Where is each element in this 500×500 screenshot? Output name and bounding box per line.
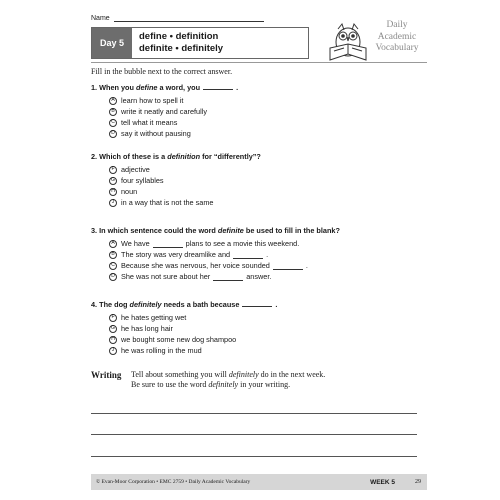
day-label: Day 5 <box>92 28 132 58</box>
answer-blank <box>203 82 233 90</box>
answer-bubble[interactable]: A <box>109 97 117 105</box>
choice-h[interactable]: H we bought some new dog shampoo <box>109 334 427 345</box>
choice-a[interactable]: A We have plans to see a movie this weekend. <box>109 238 427 249</box>
instructions: Fill in the bubble next to the correct answer. <box>91 67 233 76</box>
choice-b[interactable]: B write it neatly and carefully <box>109 106 427 117</box>
header-divider <box>91 62 427 63</box>
brand-line-1: Daily <box>386 20 408 30</box>
page-number: 29 <box>415 479 421 485</box>
choice-c[interactable]: C Because she was nervous, her voice sounded . <box>109 260 427 271</box>
answer-bubble[interactable]: J <box>109 199 117 207</box>
choice-j[interactable]: J he was rolling in the mud <box>109 345 427 356</box>
answer-bubble[interactable]: H <box>109 336 117 344</box>
brand-line-2: Academic <box>377 31 417 42</box>
brand-logo-text <box>367 20 427 55</box>
question-stem: 1. When you define a word, you . <box>91 83 239 92</box>
answer-bubble[interactable]: F <box>109 166 117 174</box>
answer-bubble[interactable]: D <box>109 273 117 281</box>
worksheet-page <box>79 6 429 492</box>
title-box <box>91 27 309 59</box>
name-input-line[interactable] <box>114 14 264 22</box>
writing-line[interactable] <box>91 434 417 435</box>
name-label: Name <box>91 15 110 22</box>
choice-g[interactable]: G he has long hair <box>109 323 427 334</box>
sentence-blank <box>153 240 183 248</box>
answer-bubble[interactable]: B <box>109 108 117 116</box>
title-line-1: define • definition <box>139 31 219 42</box>
sentence-blank <box>233 251 263 259</box>
choice-h[interactable]: H noun <box>109 186 427 197</box>
name-row <box>91 14 264 22</box>
choice-c[interactable]: C tell what it means <box>109 117 427 128</box>
question-stem: 2. Which of these is a definition for “differently”? <box>91 152 261 161</box>
sentence-blank <box>213 273 243 281</box>
choice-b[interactable]: B The story was very dreamlike and . <box>109 249 427 260</box>
choice-d[interactable]: D She was not sure about her answer. <box>109 271 427 282</box>
answer-bubble[interactable]: G <box>109 177 117 185</box>
choice-f[interactable]: F adjective <box>109 164 427 175</box>
answer-bubble[interactable]: G <box>109 325 117 333</box>
question-3 <box>91 226 427 282</box>
question-stem: 4. The dog definitely needs a bath because . <box>91 300 278 309</box>
question-4 <box>91 299 427 356</box>
writing-line[interactable] <box>91 413 417 414</box>
brand-line-3: Vocabulary <box>375 43 419 53</box>
writing-label: Writing <box>91 370 122 380</box>
footer-week: WEEK 5 <box>370 478 395 486</box>
title-line-2: definite • definitely <box>139 43 224 54</box>
answer-bubble[interactable]: D <box>109 130 117 138</box>
answer-bubble[interactable]: C <box>109 119 117 127</box>
question-2 <box>91 152 427 208</box>
vocabulary-words <box>132 28 223 58</box>
sentence-blank <box>273 262 303 270</box>
answer-bubble[interactable]: J <box>109 347 117 355</box>
answer-bubble[interactable]: F <box>109 314 117 322</box>
choice-g[interactable]: G four syllables <box>109 175 427 186</box>
answer-blank <box>242 299 272 307</box>
choice-a[interactable]: A learn how to spell it <box>109 95 427 106</box>
choice-f[interactable]: F he hates getting wet <box>109 312 427 323</box>
question-1 <box>91 82 427 139</box>
footer-credit: © Evan-Moor Corporation • EMC 2759 • Daily Academic Vocabulary <box>96 479 251 485</box>
answer-bubble[interactable]: H <box>109 188 117 196</box>
page-footer <box>91 474 427 490</box>
answer-bubble[interactable]: B <box>109 251 117 259</box>
choice-j[interactable]: J in a way that is not the same <box>109 197 427 208</box>
answer-bubble[interactable]: C <box>109 262 117 270</box>
writing-prompt: Tell about something you will definitely do in the next week. Be sure to use the word definitely in your writing. <box>131 370 326 389</box>
writing-line[interactable] <box>91 456 417 457</box>
choice-d[interactable]: D say it without pausing <box>109 128 427 139</box>
question-stem: 3. In which sentence could the word definite be used to fill in the blank? <box>91 226 340 235</box>
answer-bubble[interactable]: A <box>109 240 117 248</box>
